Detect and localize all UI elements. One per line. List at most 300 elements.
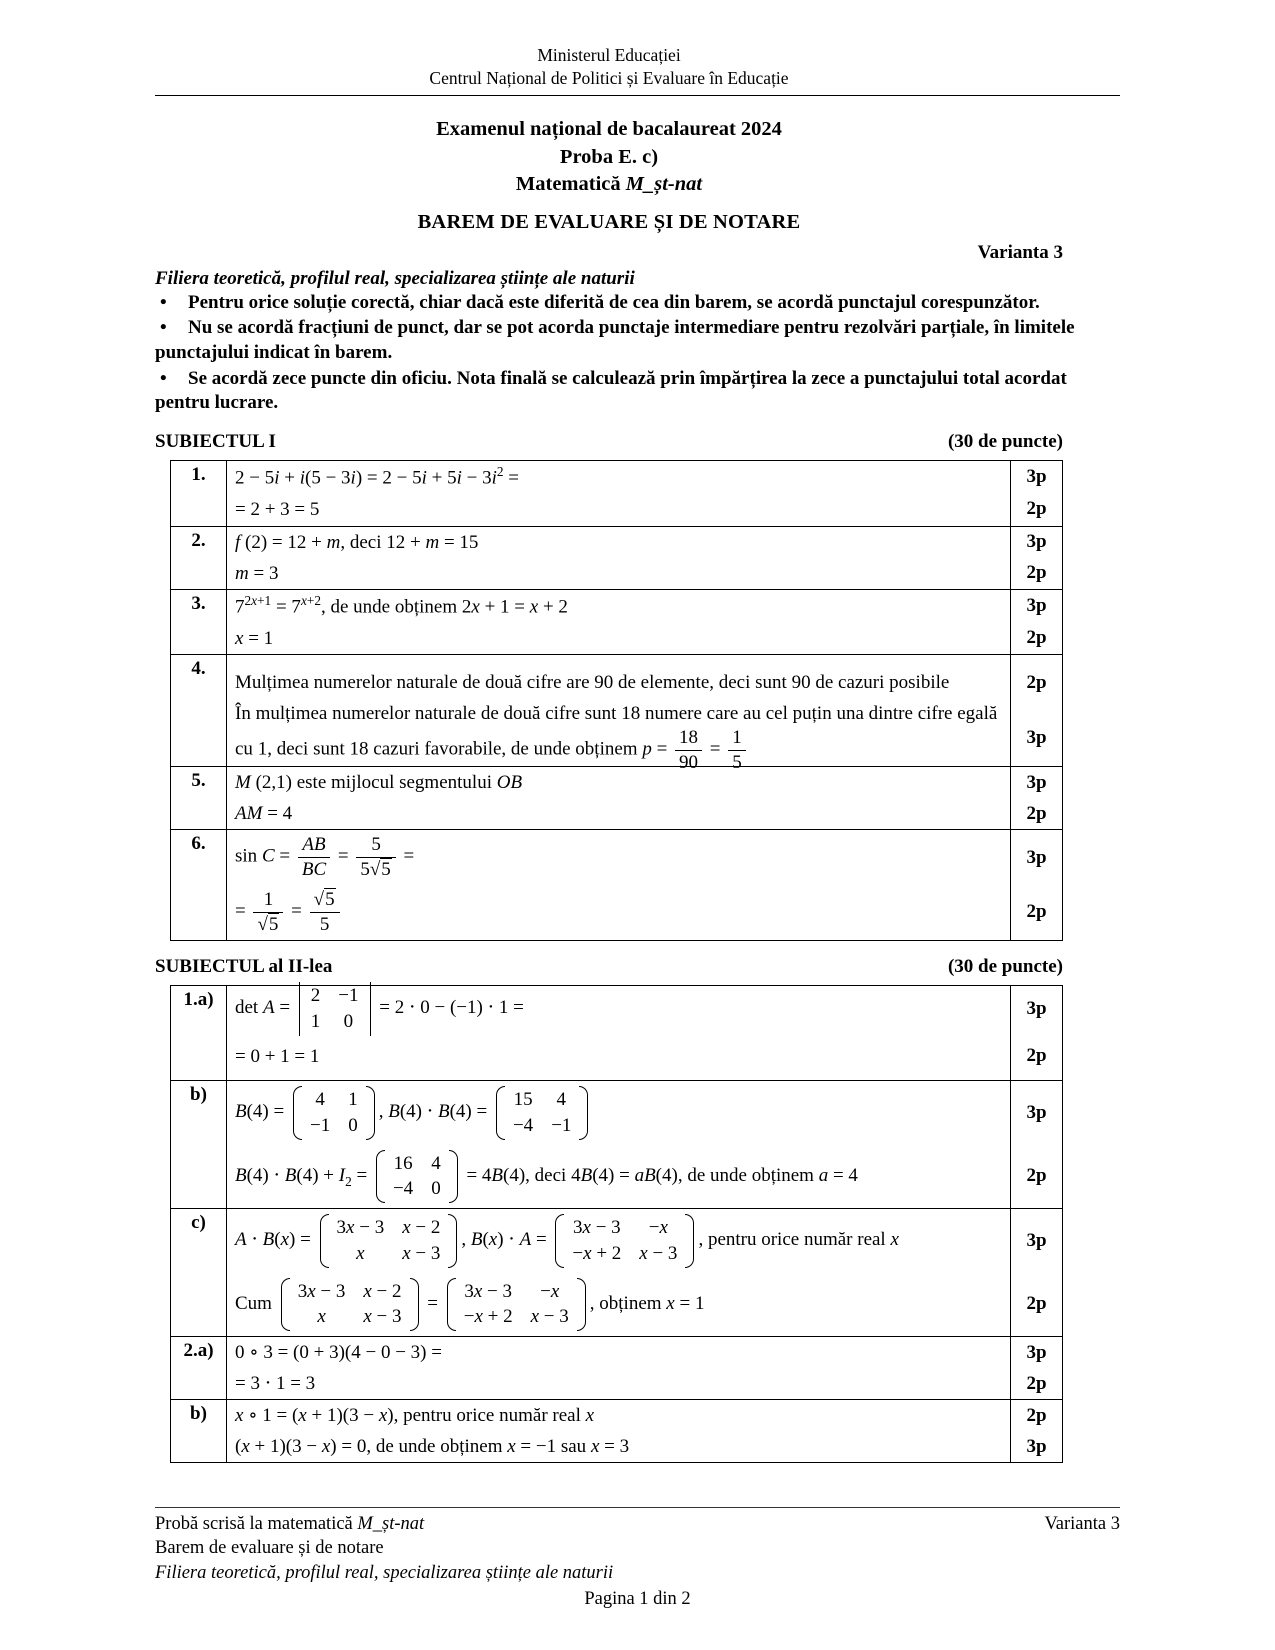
- text-fragment: În mulțimea numerelor naturale de două cifre sunt: [235, 703, 622, 725]
- rule-bullet-2-text: Nu se acordă fracțiuni de punct, dar se pot acorda punctaje intermediare pentru rezolvări parțiale, în limitele punctajului indicat în barem.: [155, 317, 1075, 363]
- math-text: −x: [648, 1217, 668, 1239]
- math-text: −1: [338, 985, 359, 1007]
- math-text: 0: [343, 1011, 354, 1033]
- math-text: −4: [512, 1114, 534, 1136]
- math-text: x − 3: [639, 1242, 678, 1264]
- filiera-note: Filiera teoretică, profilul real, specializarea științe ale naturii: [155, 267, 635, 289]
- math-text: a = 4: [818, 1164, 858, 1186]
- line-content: [227, 1337, 1010, 1368]
- math-text: (x + 1)(3 − x) = 0: [235, 1436, 367, 1458]
- line-content: [227, 1041, 1010, 1072]
- math-text: 3x − 3: [464, 1280, 512, 1302]
- table-row: [171, 766, 1062, 829]
- row-lines: [227, 461, 1062, 525]
- math-text: 16: [393, 1152, 413, 1174]
- row-number: 1.a): [171, 986, 227, 1081]
- math-text: 90: [791, 672, 811, 694]
- math-text: 5: [371, 834, 381, 856]
- math-text: 3x − 3: [573, 1217, 621, 1239]
- score-line: [227, 527, 1062, 558]
- text-fragment: , de unde obținem: [321, 596, 462, 618]
- math-text: 4: [315, 1089, 325, 1111]
- matrix-cell: [356, 1242, 364, 1266]
- row-lines: [227, 590, 1062, 654]
- score-cell: 3p: [1010, 461, 1062, 493]
- math-text: 0: [348, 1114, 358, 1136]
- fraction-denominator: [298, 858, 330, 881]
- score-cell: 2p: [1010, 1368, 1062, 1399]
- line-content: [227, 977, 1010, 1041]
- score-line: [227, 1273, 1062, 1337]
- bullet-icon: •: [160, 317, 167, 339]
- math-text: 18: [621, 703, 641, 725]
- math-text: OB: [496, 772, 523, 793]
- matrix-right-delimiter: [685, 1214, 694, 1268]
- matrix-cell: [639, 1242, 677, 1266]
- row-number: c): [171, 1209, 227, 1336]
- math-text: x = 1: [666, 1292, 705, 1314]
- row-number: 2.: [171, 527, 227, 589]
- table-row: [171, 1336, 1062, 1399]
- matrix-right-delimiter: [579, 1086, 588, 1140]
- score-cell: 2p: [1010, 493, 1062, 525]
- math-text: x − 3: [402, 1242, 441, 1264]
- matrix-right-delimiter: [449, 1150, 458, 1204]
- score-cell: 3p: [1010, 767, 1062, 798]
- matrix-cell: [531, 1305, 569, 1329]
- sqrt-radicand: [268, 913, 280, 935]
- matrix-cell: [402, 1216, 440, 1240]
- matrix: [496, 1086, 588, 1140]
- line-content: [227, 667, 1010, 698]
- row-number: 2.a): [171, 1337, 227, 1399]
- exam-subject: [155, 171, 1063, 198]
- math-text: =: [422, 1292, 443, 1314]
- superscript: [301, 593, 321, 608]
- score-cell: 3p: [1010, 1081, 1062, 1145]
- matrix-cell: [344, 1010, 354, 1034]
- line-content: [227, 767, 1010, 798]
- matrix: [320, 1214, 458, 1268]
- math-text: C =: [261, 845, 295, 867]
- math-text: = 2 + 3 = 5: [235, 498, 320, 520]
- matrix: [281, 1278, 419, 1332]
- math-text: 7: [235, 596, 245, 618]
- math-text: 2x + 1 = x + 2: [461, 596, 568, 618]
- math-text: 5: [268, 913, 279, 935]
- math-text: −x: [540, 1280, 560, 1302]
- matrix-cell: [363, 1305, 401, 1329]
- line-content: [227, 527, 1010, 558]
- sqrt: √5: [313, 888, 335, 910]
- line-content: [227, 830, 1010, 885]
- table-row: [171, 589, 1062, 654]
- rule-bullet-3: [155, 367, 1120, 416]
- matrix-grid: [329, 1214, 449, 1268]
- footer-line-2: Barem de evaluare și de notare: [155, 1538, 384, 1559]
- math-text: 1: [348, 1089, 358, 1111]
- score-cell: 3p: [1010, 830, 1062, 885]
- score-line: [227, 798, 1062, 829]
- math-text: = 0 + 1 = 1: [235, 1045, 320, 1067]
- text-fragment: numere care au cel puțin una dintre cifre egală cu: [235, 703, 998, 761]
- superscript: [245, 593, 272, 608]
- math-text: 3x − 3: [297, 1280, 346, 1302]
- text-fragment: de cazuri posibile: [810, 672, 950, 694]
- line-content: [227, 589, 1010, 622]
- row-lines: [227, 527, 1062, 589]
- bullet-icon: •: [160, 291, 167, 313]
- score-line: [227, 1337, 1062, 1368]
- footer-line-3: Filiera teoretică, profilul real, specializarea științe ale naturii: [155, 1562, 614, 1583]
- score-cell: 3p: [1010, 711, 1062, 766]
- math-text: x: [585, 1405, 595, 1427]
- text-fragment: cazuri favorabile, de unde obținem: [368, 739, 643, 761]
- score-cell: 2p: [1010, 885, 1062, 940]
- math-text: 2x+1: [244, 593, 272, 609]
- math-text: A =: [262, 997, 295, 1019]
- text-fragment: Mulțimea numerelor naturale de două cifre are: [235, 672, 595, 694]
- score-line: [227, 830, 1062, 885]
- text-fragment: , de unde obținem: [366, 1436, 508, 1458]
- matrix-cell: [573, 1216, 621, 1240]
- matrix-grid: [303, 982, 367, 1036]
- math-text: x: [890, 1229, 899, 1251]
- math-text: x = 1: [235, 627, 274, 649]
- math-text: = 4B(4): [461, 1164, 526, 1186]
- row-number: 3.: [171, 590, 227, 654]
- line-content: [227, 494, 1010, 525]
- matrix-grid: [290, 1278, 410, 1332]
- text-fragment: , pentru orice număr real: [698, 1229, 891, 1251]
- table-row: [171, 1080, 1062, 1208]
- ministry-line2: Centrul Național de Politici și Evaluare în Educație: [429, 68, 789, 89]
- math-text: x − 3: [530, 1306, 569, 1328]
- rule-bullet-1: [155, 291, 1120, 316]
- row-lines: [227, 1337, 1062, 1399]
- score-line: [227, 590, 1062, 622]
- sqrt-radicand: [324, 888, 336, 910]
- math-text: 5: [732, 752, 742, 774]
- row-lines: [227, 1400, 1062, 1462]
- math-text: 90: [594, 672, 614, 694]
- score-cell: 2p: [1010, 1273, 1062, 1337]
- matrix-cell: [540, 1280, 559, 1304]
- subiect-2-table: [170, 985, 1063, 1464]
- footer-line-1: [155, 1512, 1120, 1537]
- math-text: 4: [556, 1089, 567, 1111]
- line-content: [227, 798, 1010, 829]
- matrix-cell: [393, 1177, 413, 1201]
- text-fragment: det: [235, 997, 263, 1019]
- math-text: = 2 ⋅ 0 − (−1) ⋅ 1 =: [374, 997, 524, 1019]
- text-fragment: , deci sunt: [267, 739, 350, 761]
- line-content: [227, 1081, 1010, 1145]
- math-text: x = 3: [590, 1436, 630, 1458]
- matrix-cell: [310, 1114, 330, 1138]
- section-2-heading: [155, 956, 1063, 978]
- math-text: =: [705, 739, 726, 761]
- math-text: 2 − 5i + i(5 − 3i) = 2 − 5i + 5i − 3i: [235, 467, 497, 489]
- text-fragment: , deci: [340, 531, 387, 553]
- line-content: [227, 1431, 1010, 1462]
- math-text: =: [286, 900, 307, 922]
- math-text: 18: [349, 739, 369, 761]
- section-1-points: (30 de puncte): [947, 431, 1063, 453]
- math-text: =: [503, 467, 519, 489]
- math-text: 90: [679, 752, 699, 774]
- bullet-icon: •: [160, 367, 167, 389]
- matrix-cell: [363, 1280, 401, 1304]
- score-line: [227, 493, 1062, 525]
- score-cell: 2p: [1010, 655, 1062, 710]
- table-row: [171, 526, 1062, 589]
- matrix-cell: [337, 1216, 385, 1240]
- line-content: [227, 1209, 1010, 1273]
- score-line: [227, 1033, 1062, 1080]
- matrix-cell: [298, 1280, 346, 1304]
- page-footer: [155, 1507, 1120, 1612]
- score-cell: 2p: [1010, 622, 1062, 654]
- header-rule: [155, 95, 1120, 96]
- table-row: [171, 654, 1062, 774]
- matrix: [447, 1278, 586, 1332]
- section-1-title: SUBIECTUL I: [155, 431, 276, 453]
- score-line: [227, 461, 1062, 493]
- matrix-left-delimiter: [293, 1086, 302, 1140]
- score-line: [227, 622, 1062, 654]
- math-text: 5: [319, 913, 330, 935]
- exam-proba: Proba E. c): [559, 145, 659, 168]
- ministry-header: [155, 44, 1063, 90]
- matrix-left-delimiter: [496, 1086, 505, 1140]
- section-2-title: SUBIECTUL al II-lea: [155, 955, 333, 977]
- matrix-cell: [315, 1088, 325, 1112]
- score-line: [227, 558, 1062, 589]
- subscript: [345, 1174, 352, 1189]
- math-text: x − 2: [363, 1280, 402, 1302]
- fraction: [310, 889, 340, 936]
- score-line: [227, 1368, 1062, 1399]
- math-text: 1: [257, 739, 268, 761]
- determinant: [299, 982, 371, 1036]
- row-number: b): [171, 1400, 227, 1462]
- subiect-1-table: [170, 460, 1063, 941]
- line-content: [227, 1400, 1010, 1431]
- score-cell: 2p: [1010, 798, 1062, 829]
- text-fragment: este mijlocul segmentului: [291, 772, 497, 793]
- score-cell: 3p: [1010, 1337, 1062, 1368]
- math-text: M (2,1): [235, 772, 292, 793]
- matrix-cell: [402, 1242, 440, 1266]
- rule-bullet-1-text: Pentru orice soluție corectă, chiar dacă este diferită de cea din barem, se acordă punctajul corespunzător.: [188, 291, 1040, 313]
- score-cell: 3p: [1010, 986, 1062, 1033]
- math-text: 1: [310, 1011, 321, 1033]
- math-text: x+2: [300, 593, 321, 609]
- score-line: [227, 1431, 1062, 1462]
- math-text: 5: [381, 859, 391, 880]
- exam-title-block: [155, 116, 1063, 198]
- score-cell: 3p: [1010, 527, 1062, 558]
- barem-title: BAREM DE EVALUARE ȘI DE NOTARE: [417, 210, 801, 233]
- matrix-grid: [302, 1086, 366, 1140]
- score-line: [227, 703, 1062, 774]
- text-fragment: Cum: [235, 1292, 277, 1314]
- math-text: 18: [679, 727, 699, 749]
- variant-label: Varianta 3: [977, 241, 1063, 263]
- math-text: x − 2: [402, 1217, 441, 1239]
- math-text: =: [333, 845, 354, 867]
- matrix-cell: [338, 984, 358, 1008]
- matrix-left-delimiter: [320, 1214, 329, 1268]
- row-lines: [227, 767, 1062, 829]
- text-fragment: , deci: [525, 1164, 572, 1186]
- matrix-right-delimiter: [410, 1278, 419, 1332]
- matrix-grid: [505, 1086, 579, 1140]
- math-text: B(4) ⋅ B(4) =: [388, 1101, 492, 1123]
- fraction-numerator: [310, 889, 340, 913]
- matrix-cell: [311, 984, 321, 1008]
- math-text: −x + 2: [463, 1306, 513, 1328]
- math-text: = 3 ⋅ 1 = 3: [235, 1373, 316, 1395]
- row-lines: [227, 1081, 1062, 1208]
- sqrt: √5: [369, 859, 391, 880]
- matrix-cell: [348, 1114, 358, 1138]
- math-text: =: [235, 900, 251, 922]
- footer-subject: [155, 1512, 424, 1537]
- math-text: =: [398, 845, 415, 867]
- score-cell: 3p: [1010, 1209, 1062, 1273]
- footer-subject-prefix: Probă scrisă la matematică: [155, 1513, 358, 1534]
- matrix-right-delimiter: [370, 982, 371, 1036]
- fraction-numerator: [253, 889, 283, 913]
- matrix-cell: [311, 1010, 321, 1034]
- table-row: [171, 461, 1062, 525]
- row-number: 5.: [171, 767, 227, 829]
- matrix-cell: [572, 1242, 621, 1266]
- math-text: −4: [392, 1178, 414, 1200]
- footer-variant: Varianta 3: [1044, 1513, 1120, 1534]
- fraction-numerator: [356, 834, 395, 858]
- table-row: [171, 1208, 1062, 1336]
- superscript: [497, 464, 504, 479]
- math-text: 1: [732, 727, 742, 749]
- matrix-left-delimiter: [281, 1278, 290, 1332]
- math-text: f (2) = 12 + m: [235, 531, 341, 553]
- matrix: [555, 1214, 694, 1268]
- math-text: −1: [551, 1114, 572, 1136]
- math-text: 5: [360, 859, 370, 880]
- math-text: −1: [309, 1114, 331, 1136]
- text-fragment: , pentru orice număr real: [393, 1405, 586, 1427]
- text-fragment: de elemente, deci sunt: [613, 672, 792, 694]
- table-row: [171, 829, 1062, 939]
- math-text: B(4) =: [235, 1101, 289, 1123]
- math-text: 0 ∘ 3 = (0 + 3)(4 − 0 − 3) =: [235, 1342, 442, 1364]
- text-fragment: sin: [235, 845, 262, 867]
- score-line: [227, 986, 1062, 1033]
- text-fragment: ,: [378, 1101, 389, 1123]
- matrix-cell: [317, 1305, 325, 1329]
- row-number: 1.: [171, 461, 227, 525]
- score-cell: 2p: [1010, 1145, 1062, 1209]
- math-text: 15: [513, 1089, 533, 1111]
- fraction-denominator: [253, 913, 283, 936]
- matrix-left-delimiter: [555, 1214, 564, 1268]
- math-text: B(4) ⋅ B(4) + I: [235, 1164, 346, 1186]
- text-fragment: sau: [556, 1436, 591, 1458]
- matrix-cell: [649, 1216, 668, 1240]
- table-row: [171, 986, 1062, 1081]
- fraction-numerator: [675, 727, 702, 751]
- line-content: [227, 460, 1010, 493]
- ministry-line1: Ministerul Educației: [537, 45, 681, 65]
- math-text: 1: [263, 888, 274, 910]
- table-row: [171, 1399, 1062, 1462]
- math-text: BC: [301, 859, 327, 880]
- score-cell: 2p: [1010, 1400, 1062, 1431]
- fraction: [298, 834, 330, 881]
- matrix-left-delimiter: [299, 982, 300, 1036]
- math-text: 0: [431, 1178, 441, 1200]
- row-number: b): [171, 1081, 227, 1208]
- math-text: AM = 4: [235, 803, 293, 825]
- score-cell: 2p: [1010, 558, 1062, 589]
- matrix-cell: [431, 1152, 441, 1176]
- rule-bullet-2: [155, 316, 1120, 365]
- matrix-cell: [464, 1305, 513, 1329]
- matrix-right-delimiter: [366, 1086, 375, 1140]
- math-text: x ∘ 1 = (x + 1)(3 − x): [235, 1405, 394, 1427]
- matrix-cell: [514, 1088, 533, 1112]
- matrix-cell: [464, 1280, 512, 1304]
- math-text: 2: [310, 985, 321, 1007]
- rule-bullet-3-text: Se acordă zece puncte din oficiu. Nota finală se calculează prin împărțirea la zece a punctajului total acordat pentru lucrare.: [155, 367, 1067, 414]
- score-line: [227, 767, 1062, 798]
- sqrt-radicand: [380, 858, 392, 880]
- fraction-numerator: [728, 727, 746, 751]
- row-number: 6.: [171, 830, 227, 939]
- math-text: 2: [345, 1173, 352, 1189]
- text-fragment: ,: [461, 1229, 471, 1251]
- score-cell: 2p: [1010, 1033, 1062, 1080]
- math-text: m = 3: [235, 562, 279, 584]
- exam-subject-prefix: Matematică: [515, 173, 626, 196]
- text-fragment: , obținem: [589, 1292, 667, 1314]
- math-text: AB: [302, 834, 326, 856]
- matrix: [376, 1150, 458, 1204]
- line-content: [227, 885, 1010, 940]
- math-text: p =: [642, 739, 673, 761]
- fraction-numerator: [298, 834, 330, 858]
- math-text: = 7: [271, 596, 301, 618]
- exam-title: Examenul național de bacalaureat 2024: [436, 118, 782, 141]
- score-cell: 3p: [1010, 1431, 1062, 1462]
- math-text: x − 3: [363, 1306, 402, 1328]
- math-text: −x + 2: [572, 1242, 622, 1264]
- footer-rule: [155, 1507, 1120, 1508]
- math-text: A ⋅ B(x) =: [235, 1229, 316, 1251]
- section-2-points: (30 de puncte): [947, 955, 1063, 977]
- matrix-left-delimiter: [376, 1150, 385, 1204]
- fraction: [253, 889, 283, 936]
- math-text: 5: [325, 888, 335, 910]
- matrix-cell: [551, 1114, 571, 1138]
- math-text: 4B(4) = aB(4): [571, 1164, 678, 1186]
- score-line: [227, 1145, 1062, 1209]
- matrix-grid: [385, 1150, 449, 1204]
- matrix-right-delimiter: [577, 1278, 586, 1332]
